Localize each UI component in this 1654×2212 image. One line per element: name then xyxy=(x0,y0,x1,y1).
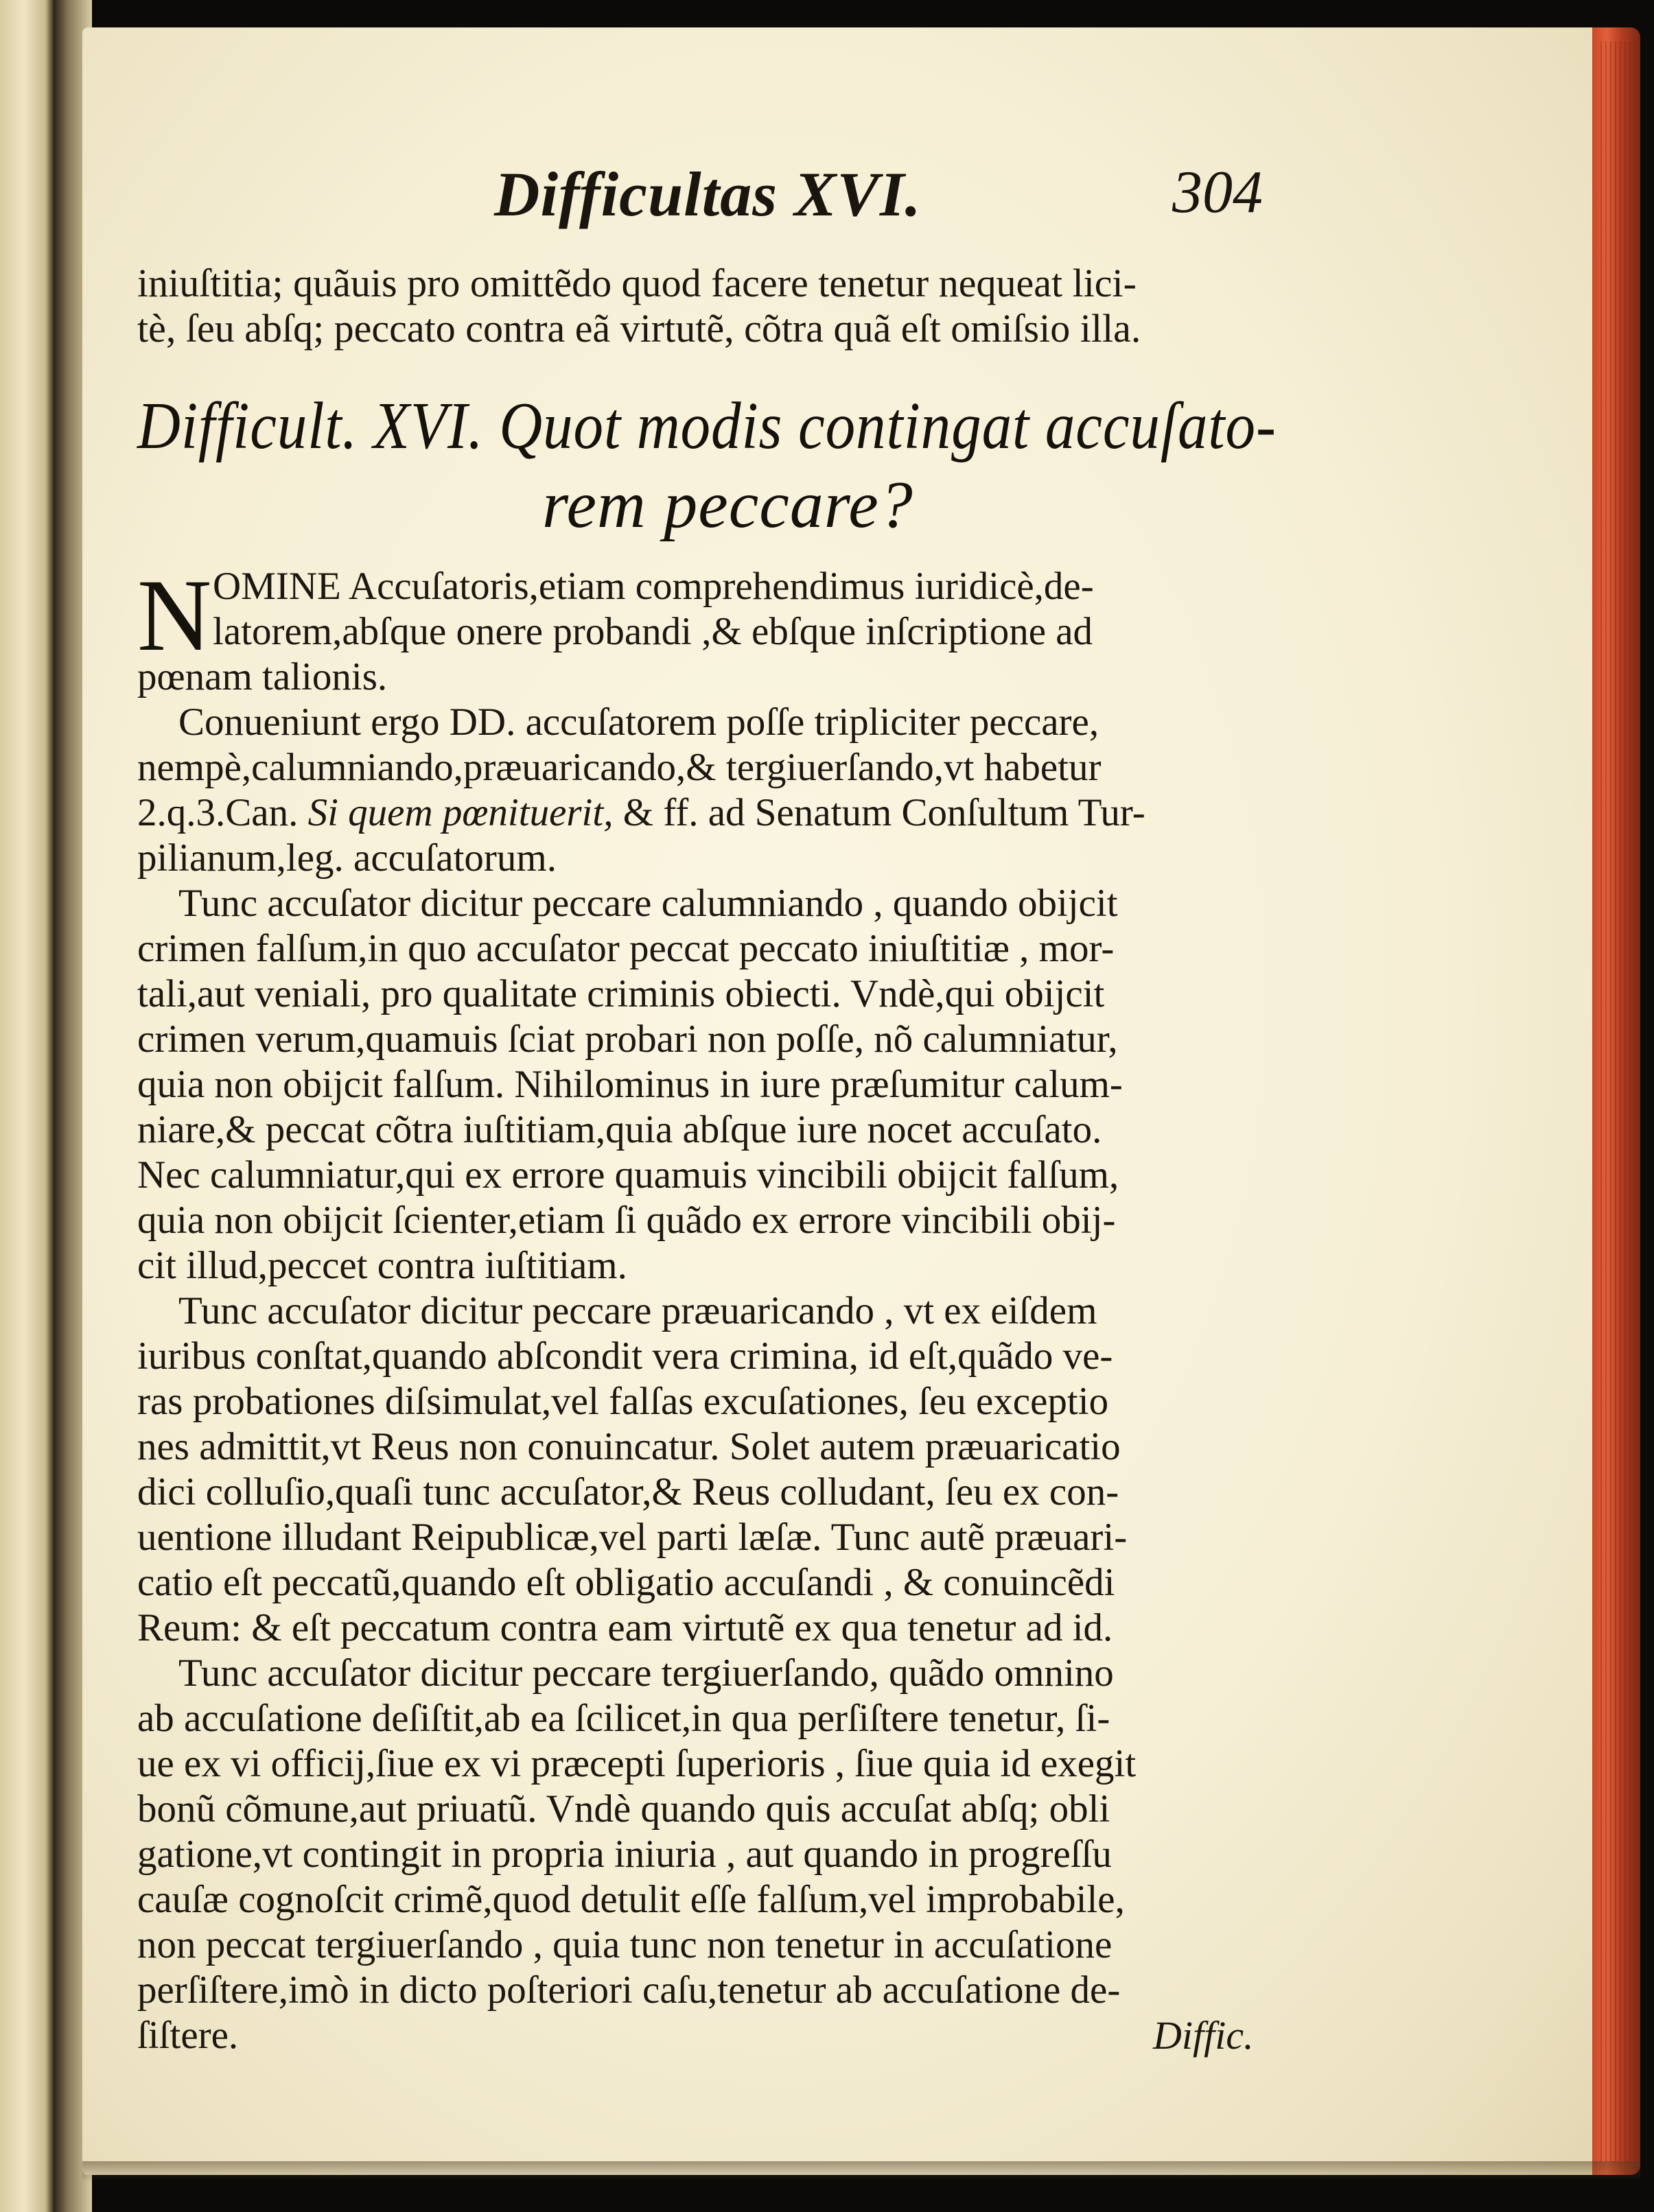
first-paragraph xyxy=(137,558,1263,701)
body-line: cauſæ cognoſcit crimẽ,quod detulit eſſe falſum,vel improbabile, xyxy=(137,1878,1125,1921)
intro-line: tè, ſeu abſq; peccato contra eã virtutẽ, cõtra quã eſt omiſsio illa. xyxy=(137,306,1141,351)
running-head-title: Difficultas XVI. xyxy=(494,159,922,229)
body-line: Reum: & eſt peccatum contra eam virtutẽ ex qua tenetur ad id. xyxy=(137,1606,1113,1649)
body-line: nempè,calumniando,præuaricando,& tergiuerſando,vt habetur xyxy=(137,746,1102,789)
body-line: niare,& peccat cõtra iuſtitiam,quia abſque iure nocet accuſato. xyxy=(137,1108,1102,1151)
body-line: gatione,vt contingit in propria iniuria , aut quando in progreſſu xyxy=(137,1833,1112,1876)
body-line: pilianum,leg. accuſatorum. xyxy=(137,836,557,880)
body-line: non peccat tergiuerſando , quia tunc non tenetur in accuſatione xyxy=(137,1923,1113,1966)
drop-cap: N xyxy=(137,558,212,672)
body-line: ab accuſatione deſiſtit,ab ea ſcilicet,in qua perſiſtere tenetur, ſi- xyxy=(137,1697,1110,1740)
paragraph-line: latorem,abſque onere probandi ,& ebſque inſcriptione ad xyxy=(213,610,1093,653)
intro-line: iniuſtitia; quãuis pro omittẽdo quod facere tenetur nequeat lici- xyxy=(137,261,1137,305)
page-edge-lines xyxy=(1600,41,1635,2161)
body-line: perſiſtere,imò in dicto poſteriori caſu,tenetur ab accuſatione de- xyxy=(137,1968,1121,2012)
body-line: catio eſt peccatũ,quando eſt obligatio accuſandi , & conuincẽdi xyxy=(137,1561,1115,1604)
body-line: tali,aut veniali, pro qualitate criminis obiecti. Vndè,qui obijcit xyxy=(137,972,1105,1015)
body-line: dici colluſio,quaſi tunc accuſator,& Reus colludant, ſeu ex con- xyxy=(137,1470,1119,1514)
body-line: ras probationes diſsimulat,vel falſas excuſationes, ſeu exceptio xyxy=(137,1380,1109,1423)
body-line: Tunc accuſator dicitur peccare calumniando , quando obijcit xyxy=(178,882,1118,925)
running-head xyxy=(137,158,1263,233)
catchword: Diffic. xyxy=(1153,2013,1254,2058)
body-line: iuribus conſtat,quando abſcondit vera crimina, id eſt,quãdo ve- xyxy=(137,1334,1113,1378)
body-line: 2.q.3.Can. Si quem pœnituerit, & ff. ad Senatum Conſultum Tur- xyxy=(137,791,1145,834)
page-bottom-shadow xyxy=(82,2161,1640,2182)
body-line: uentione illudant Reipublicæ,vel parti læſæ. Tunc autẽ præuari- xyxy=(137,1516,1128,1559)
body-line: nes admittit,vt Reus non conuincatur. Solet autem præuaricatio xyxy=(137,1425,1121,1468)
paragraph-line: OMINE Accuſatoris,etiam comprehendimus iuridicè,de- xyxy=(213,565,1094,608)
section-heading-line-1: Difficult. XVI. Quot modis contingat accuſato- xyxy=(137,389,1277,463)
section-heading-line-2: rem peccare? xyxy=(542,468,913,542)
citation-italic: Si quem pœnituerit, xyxy=(307,791,614,834)
body-line: quia non obijcit ſcienter,etiam ſi quãdo ex errore vincibili obij- xyxy=(137,1199,1116,1242)
body-line: Nec calumniatur,qui ex errore quamuis vincibili obijcit falſum, xyxy=(137,1153,1119,1197)
facing-page-edge xyxy=(0,0,54,2212)
body-line: Conueniunt ergo DD. accuſatorem poſſe tripliciter peccare, xyxy=(178,701,1099,744)
page-number: 304 xyxy=(1172,159,1263,226)
paragraph-line: pœnam talionis. xyxy=(137,655,388,698)
body-line: ue ex vi officij,ſiue ex vi præcepti ſuperioris , ſiue quia id exegit xyxy=(137,1742,1137,1785)
body-line: bonũ cõmune,aut priuatũ. Vndè quando quis accuſat abſq; obli xyxy=(137,1787,1110,1831)
body-line: Tunc accuſator dicitur peccare tergiuerſando, quãdo omnino xyxy=(178,1651,1114,1695)
body-line: ſiſtere. xyxy=(137,2014,239,2057)
body-line: Tunc accuſator dicitur peccare præuaricando , vt ex eiſdem xyxy=(178,1289,1097,1332)
body-line: crimen verum,quamuis ſciat probari non poſſe, nõ calumniatur, xyxy=(137,1017,1118,1061)
body-line: quia non obijcit falſum. Nihilominus in iure præſumitur calum- xyxy=(137,1063,1123,1106)
body-line: cit illud,peccet contra iuſtitiam. xyxy=(137,1244,627,1287)
body-line: crimen falſum,in quo accuſator peccat peccato iniuſtitiæ , mor- xyxy=(137,927,1115,970)
